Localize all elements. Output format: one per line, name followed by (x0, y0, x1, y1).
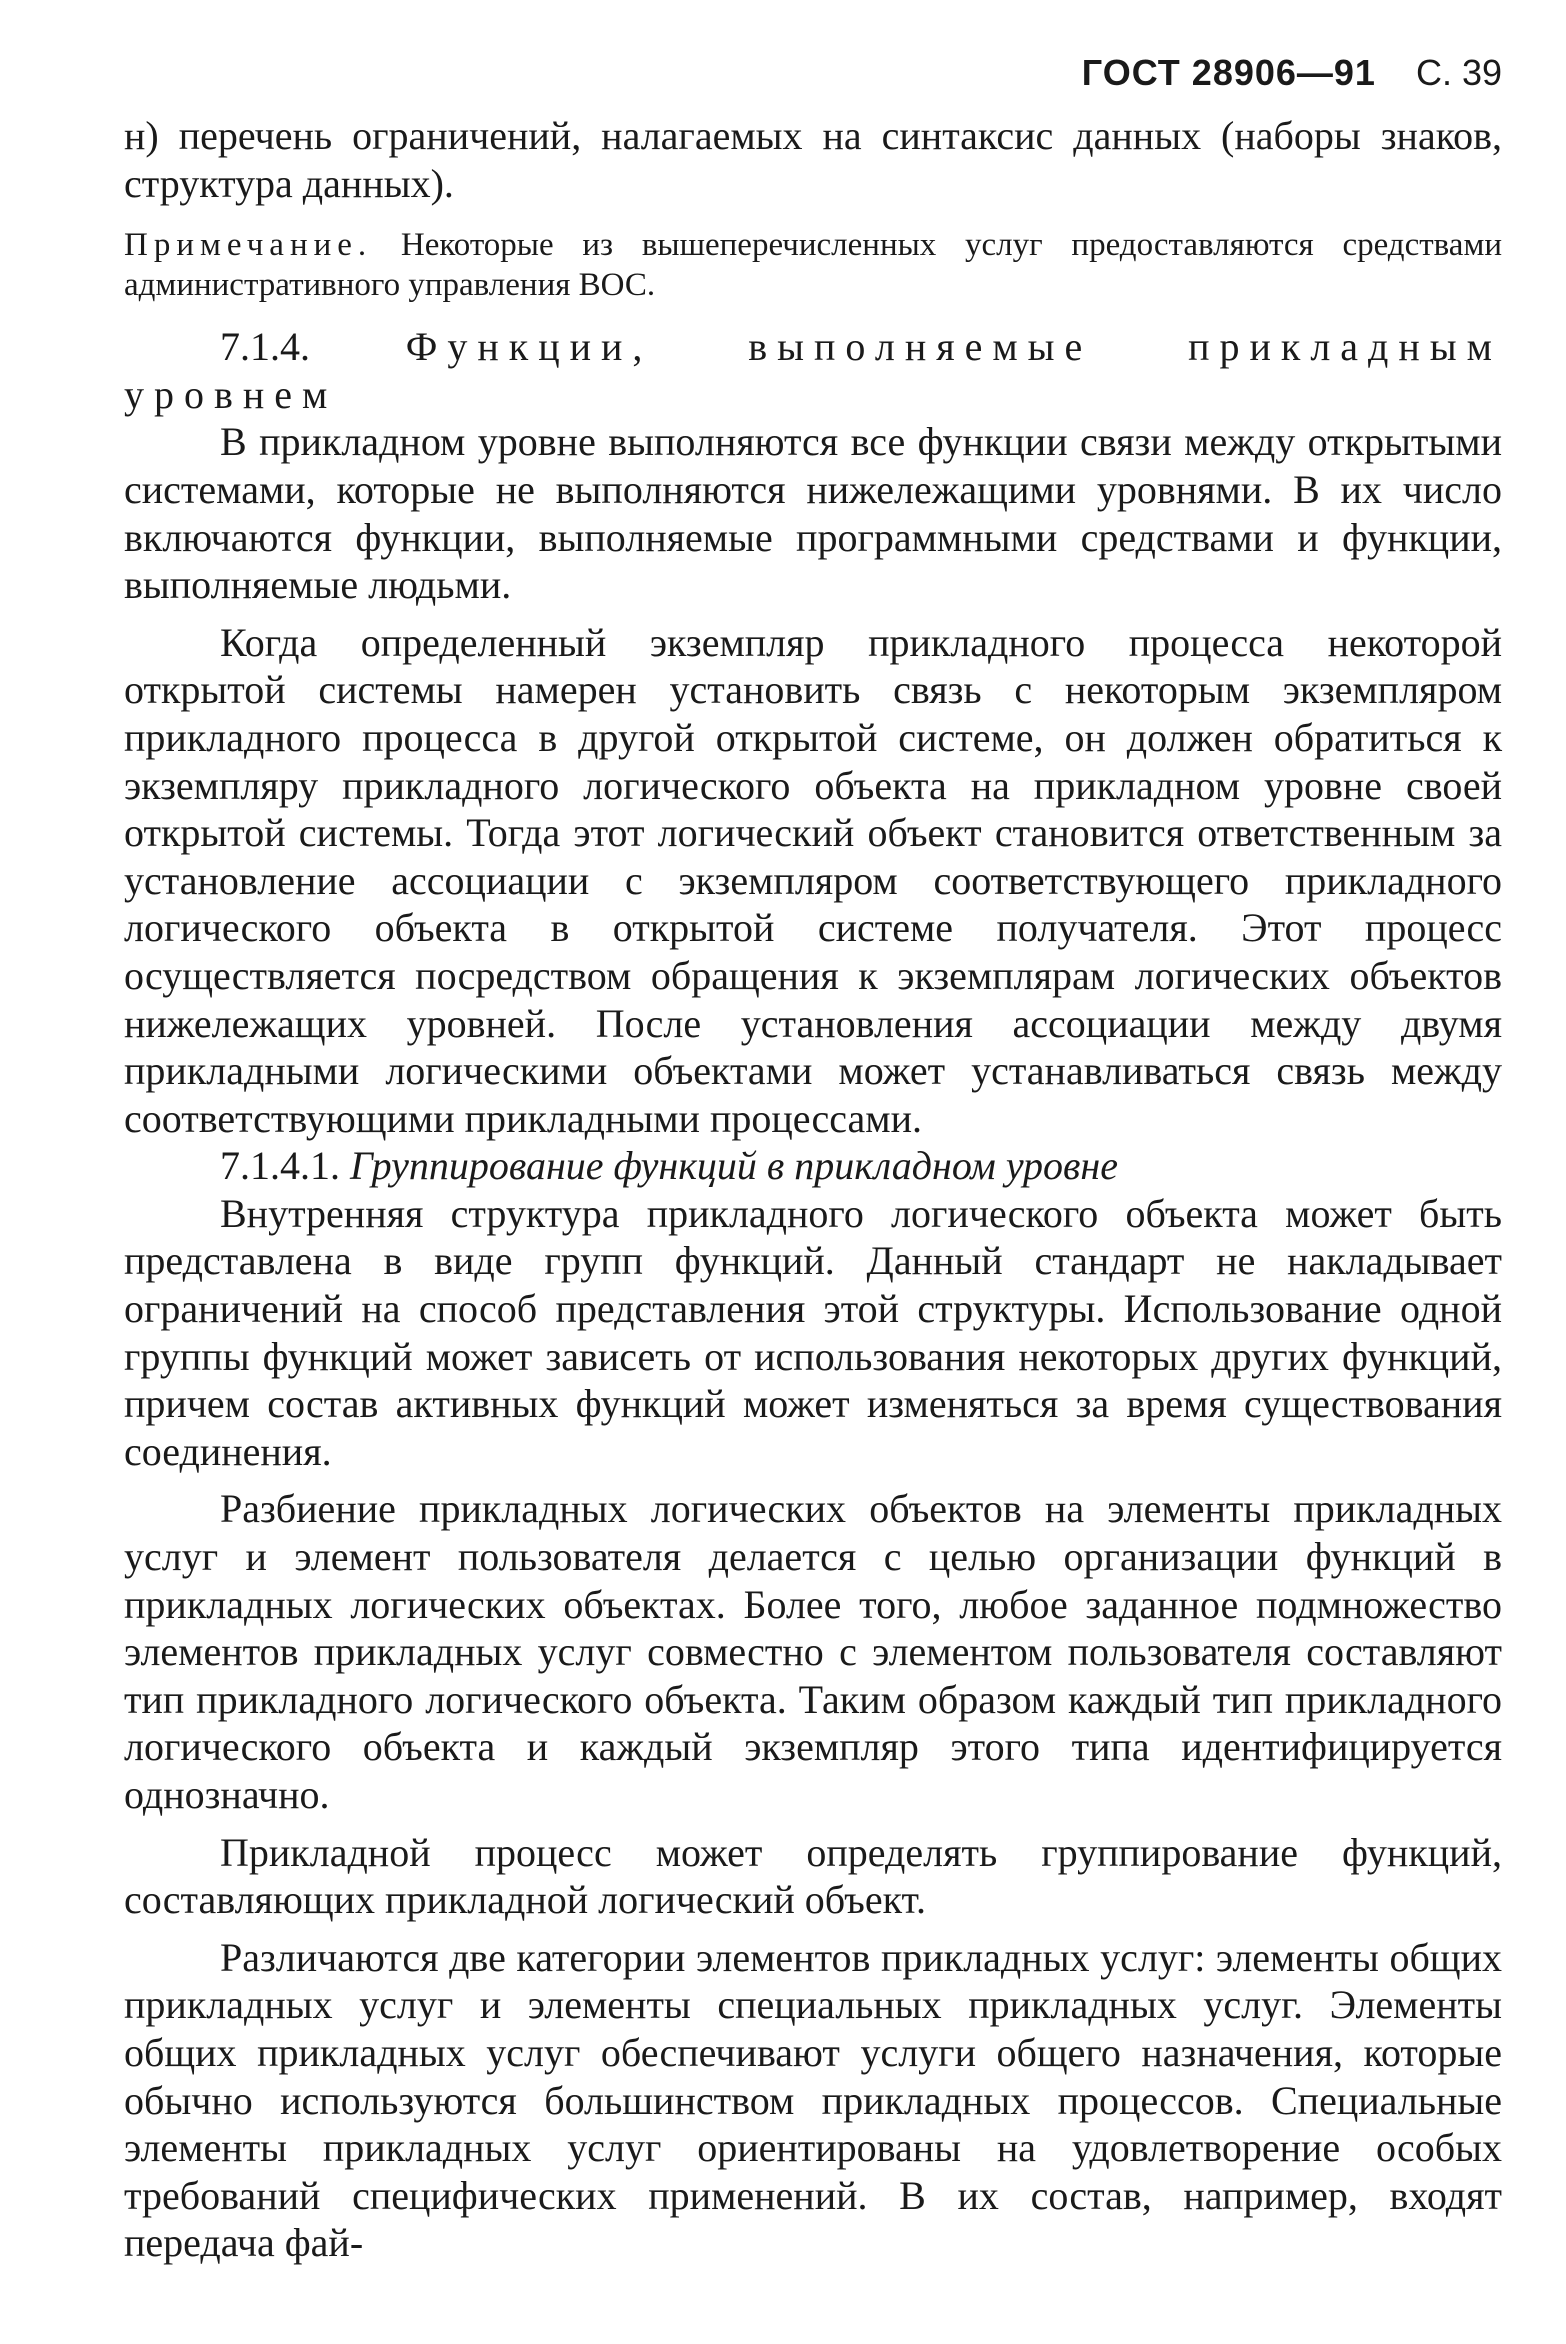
paragraph: Внутренняя структура прикладного логического объекта может быть представлена в виде групп функций. Данный стандарт не накладывает ограничений на способ представления этой структуры. Использование одной группы функций может зависеть от использования некоторых других функций, причем состав активных функций может изменяться за время существования соединения. (124, 1190, 1502, 1474)
section-heading-7-1-4 (124, 323, 1502, 418)
note (124, 225, 1502, 305)
page-number: С. 39 (1415, 52, 1502, 93)
paragraph: Прикладной процесс может определять группирование функций, составляющих прикладной логический объект. (124, 1829, 1502, 1923)
paragraph: Когда определенный экземпляр прикладного процесса некоторой открытой системы намерен установить связь с некоторым экземпляром прикладного процесса в другой открытой системе, он должен обратиться к экземпляру прикладного логического объекта на прикладном уровне своей открытой системы. Тогда этот логический объект становится ответственным за установление ассоциации с экземпляром соответствующего прикладного логического объекта в открытой системе получателя. Этот процесс осуществляется посредством обращения к экземплярам логических объектов нижележащих уровней. После установления ассоциации между двумя прикладными логическими объектами может устанавливаться связь между соответствующими прикладными процессами. (124, 619, 1502, 1141)
standard-number: ГОСТ 28906—91 (1081, 52, 1376, 93)
note-label: Примечание. (124, 227, 373, 264)
subsection-number: 7.1.4.1. (220, 1143, 340, 1189)
paragraph: Разбиение прикладных логических объектов на элементы прикладных услуг и элемент пользователя делается с целью организации функций в прикладных логических объектах. Более того, любое заданное подмножество элементов прикладных услуг совместно с элементом пользователя составляют тип прикладного логического объекта. Таким образом каждый тип прикладного логического объекта и каждый экземпляр этого типа идентифицируется однозначно. (124, 1486, 1502, 1817)
section-number: 7.1.4. (220, 324, 310, 370)
note-text: Некоторые из вышеперечисленных услуг предоставляются средствами административного управления ВОС. (124, 227, 1502, 304)
subsection-title: Группирование функций в прикладном уровне (340, 1143, 1119, 1189)
section-heading-7-1-4-1 (124, 1142, 1502, 1190)
paragraph: В прикладном уровне выполняются все функции связи между открытыми системами, которые не выполняются нижележащими уровнями. В их число включаются функции, выполняемые программными средствами и функции, выполняемые людьми. (124, 419, 1502, 608)
page-header (124, 52, 1502, 100)
section-title: Функции, выполняемые прикладным уровнем (124, 324, 1502, 417)
paragraph-list-item-n: н) перечень ограничений, налагаемых на синтаксис данных (наборы знаков, структура данных). (124, 113, 1502, 206)
paragraph: Различаются две категории элементов прикладных услуг: элементы общих прикладных услуг и элементы специальных прикладных услуг. Элементы общих прикладных услуг обеспечивают услуги общего назначения, которые обычно используются большинством прикладных процессов. Специальные элементы прикладных услуг ориентированы на удовлетворение особых требований специфических применений. В их состав, например, входят передача фай- (124, 1934, 1502, 2266)
